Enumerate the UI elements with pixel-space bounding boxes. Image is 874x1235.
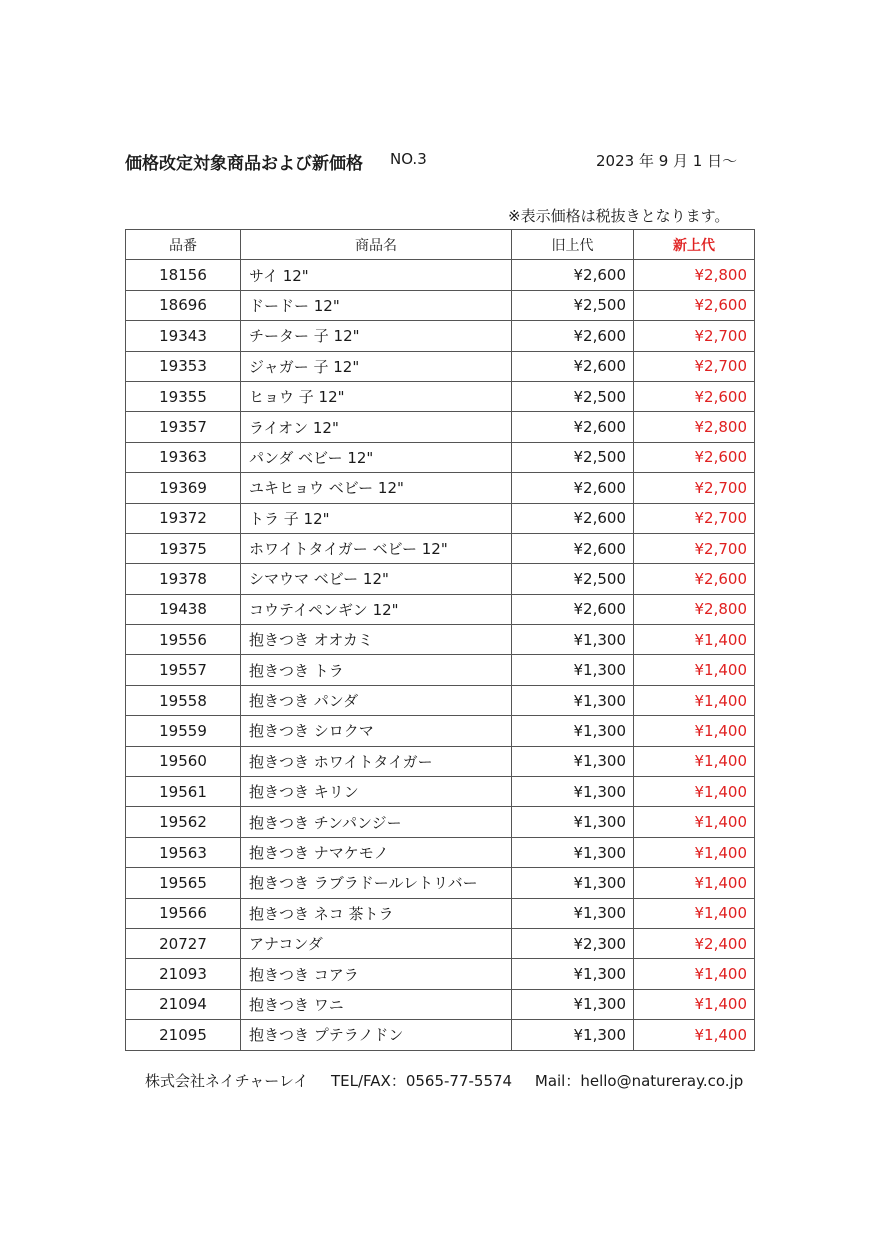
old-price: ¥2,600 [512, 594, 634, 624]
new-price: ¥2,700 [634, 503, 755, 533]
new-price: ¥1,400 [634, 1020, 755, 1050]
product-name: パンダ ベビー 12" [241, 442, 512, 472]
table-row [126, 533, 755, 563]
old-price: ¥1,300 [512, 959, 634, 989]
company-name: 株式会社ネイチャーレイ [145, 1072, 309, 1090]
new-price: ¥1,400 [634, 685, 755, 715]
old-price: ¥1,300 [512, 777, 634, 807]
footer [145, 1070, 761, 1091]
new-price: ¥1,400 [634, 959, 755, 989]
new-price: ¥2,800 [634, 412, 755, 442]
product-code: 19375 [126, 533, 241, 563]
table-row [126, 321, 755, 351]
table-row [126, 442, 755, 472]
old-price: ¥2,500 [512, 381, 634, 411]
old-price: ¥2,500 [512, 564, 634, 594]
column-header-old-price: 旧上代 [512, 230, 634, 260]
old-price: ¥2,600 [512, 260, 634, 290]
product-code: 19353 [126, 351, 241, 381]
product-code: 18696 [126, 290, 241, 320]
new-price: ¥1,400 [634, 898, 755, 928]
old-price: ¥2,600 [512, 351, 634, 381]
old-price: ¥1,300 [512, 807, 634, 837]
product-code: 19556 [126, 625, 241, 655]
new-price: ¥1,400 [634, 807, 755, 837]
table-row [126, 777, 755, 807]
old-price: ¥2,500 [512, 442, 634, 472]
new-price: ¥2,700 [634, 351, 755, 381]
product-code: 19559 [126, 716, 241, 746]
old-price: ¥1,300 [512, 685, 634, 715]
product-code: 19343 [126, 321, 241, 351]
product-name: 抱きつき コアラ [241, 959, 512, 989]
product-name: 抱きつき チンパンジー [241, 807, 512, 837]
table-row [126, 898, 755, 928]
new-price: ¥2,700 [634, 533, 755, 563]
table-row [126, 594, 755, 624]
product-name: 抱きつき ネコ 茶トラ [241, 898, 512, 928]
column-header-new-price: 新上代 [634, 230, 755, 260]
table-row [126, 746, 755, 776]
old-price: ¥1,300 [512, 837, 634, 867]
document-title: 価格改定対象商品および新価格 [125, 154, 363, 174]
table-row [126, 685, 755, 715]
product-name: 抱きつき パンダ [241, 685, 512, 715]
new-price: ¥2,700 [634, 473, 755, 503]
product-name: ジャガー 子 12" [241, 351, 512, 381]
product-code: 19372 [126, 503, 241, 533]
old-price: ¥1,300 [512, 898, 634, 928]
table-row [126, 381, 755, 411]
product-name: 抱きつき ナマケモノ [241, 837, 512, 867]
old-price: ¥2,600 [512, 321, 634, 351]
product-code: 18156 [126, 260, 241, 290]
product-code: 19355 [126, 381, 241, 411]
product-name: 抱きつき ラブラドールレトリバー [241, 868, 512, 898]
old-price: ¥1,300 [512, 655, 634, 685]
new-price: ¥1,400 [634, 868, 755, 898]
product-code: 19438 [126, 594, 241, 624]
new-price: ¥1,400 [634, 655, 755, 685]
product-code: 19357 [126, 412, 241, 442]
table-row [126, 351, 755, 381]
product-code: 21093 [126, 959, 241, 989]
product-name: チーター 子 12" [241, 321, 512, 351]
table-row [126, 564, 755, 594]
column-header-code: 品番 [126, 230, 241, 260]
product-name: サイ 12" [241, 260, 512, 290]
tel-fax: TEL/FAX：0565-77-5574 [330, 1072, 513, 1090]
tax-note: ※表示価格は税抜きとなります。 [508, 207, 730, 225]
old-price: ¥2,600 [512, 473, 634, 503]
product-code: 19560 [126, 746, 241, 776]
old-price: ¥1,300 [512, 716, 634, 746]
product-code: 19561 [126, 777, 241, 807]
new-price: ¥1,400 [634, 837, 755, 867]
new-price: ¥2,600 [634, 564, 755, 594]
table-row [126, 716, 755, 746]
table-row [126, 807, 755, 837]
table-row [126, 655, 755, 685]
product-code: 19378 [126, 564, 241, 594]
product-code: 19566 [126, 898, 241, 928]
product-name: ヒョウ 子 12" [241, 381, 512, 411]
table-row [126, 260, 755, 290]
old-price: ¥1,300 [512, 625, 634, 655]
old-price: ¥2,600 [512, 412, 634, 442]
table-row [126, 989, 755, 1019]
product-name: 抱きつき ホワイトタイガー [241, 746, 512, 776]
mail-address: Mail：hello@natureray.co.jp [534, 1072, 744, 1090]
new-price: ¥2,600 [634, 442, 755, 472]
product-name: トラ 子 12" [241, 503, 512, 533]
product-name: 抱きつき キリン [241, 777, 512, 807]
table-header-row [126, 230, 755, 260]
product-code: 19565 [126, 868, 241, 898]
table-row [126, 503, 755, 533]
new-price: ¥1,400 [634, 625, 755, 655]
old-price: ¥1,300 [512, 989, 634, 1019]
product-name: シマウマ ベビー 12" [241, 564, 512, 594]
old-price: ¥2,600 [512, 533, 634, 563]
product-code: 19363 [126, 442, 241, 472]
table-row [126, 412, 755, 442]
product-code: 19558 [126, 685, 241, 715]
effective-date: 2023 年 9 月 1 日〜 [596, 152, 738, 170]
new-price: ¥1,400 [634, 746, 755, 776]
product-name: コウテイペンギン 12" [241, 594, 512, 624]
product-code: 19557 [126, 655, 241, 685]
new-price: ¥2,600 [634, 290, 755, 320]
product-code: 21095 [126, 1020, 241, 1050]
product-code: 19369 [126, 473, 241, 503]
old-price: ¥2,300 [512, 928, 634, 958]
old-price: ¥1,300 [512, 868, 634, 898]
document-number: NO.3 [390, 150, 427, 168]
product-code: 20727 [126, 928, 241, 958]
new-price: ¥1,400 [634, 777, 755, 807]
product-code: 21094 [126, 989, 241, 1019]
new-price: ¥2,400 [634, 928, 755, 958]
table-body [126, 260, 755, 1050]
product-name: ライオン 12" [241, 412, 512, 442]
table-row [126, 868, 755, 898]
new-price: ¥2,600 [634, 381, 755, 411]
new-price: ¥2,800 [634, 594, 755, 624]
price-table [125, 229, 755, 1051]
product-name: ドードー 12" [241, 290, 512, 320]
product-code: 19563 [126, 837, 241, 867]
table-row [126, 837, 755, 867]
table-row [126, 290, 755, 320]
new-price: ¥1,400 [634, 716, 755, 746]
product-code: 19562 [126, 807, 241, 837]
product-name: 抱きつき シロクマ [241, 716, 512, 746]
new-price: ¥1,400 [634, 989, 755, 1019]
product-name: ユキヒョウ ベビー 12" [241, 473, 512, 503]
product-name: 抱きつき オオカミ [241, 625, 512, 655]
table-row [126, 928, 755, 958]
old-price: ¥2,600 [512, 503, 634, 533]
product-name: アナコンダ [241, 928, 512, 958]
table-row [126, 625, 755, 655]
new-price: ¥2,800 [634, 260, 755, 290]
old-price: ¥2,500 [512, 290, 634, 320]
product-name: 抱きつき トラ [241, 655, 512, 685]
old-price: ¥1,300 [512, 746, 634, 776]
product-name: 抱きつき プテラノドン [241, 1020, 512, 1050]
new-price: ¥2,700 [634, 321, 755, 351]
product-name: ホワイトタイガー ベビー 12" [241, 533, 512, 563]
table-row [126, 959, 755, 989]
product-name: 抱きつき ワニ [241, 989, 512, 1019]
table-row [126, 1020, 755, 1050]
column-header-name: 商品名 [241, 230, 512, 260]
old-price: ¥1,300 [512, 1020, 634, 1050]
table-row [126, 473, 755, 503]
